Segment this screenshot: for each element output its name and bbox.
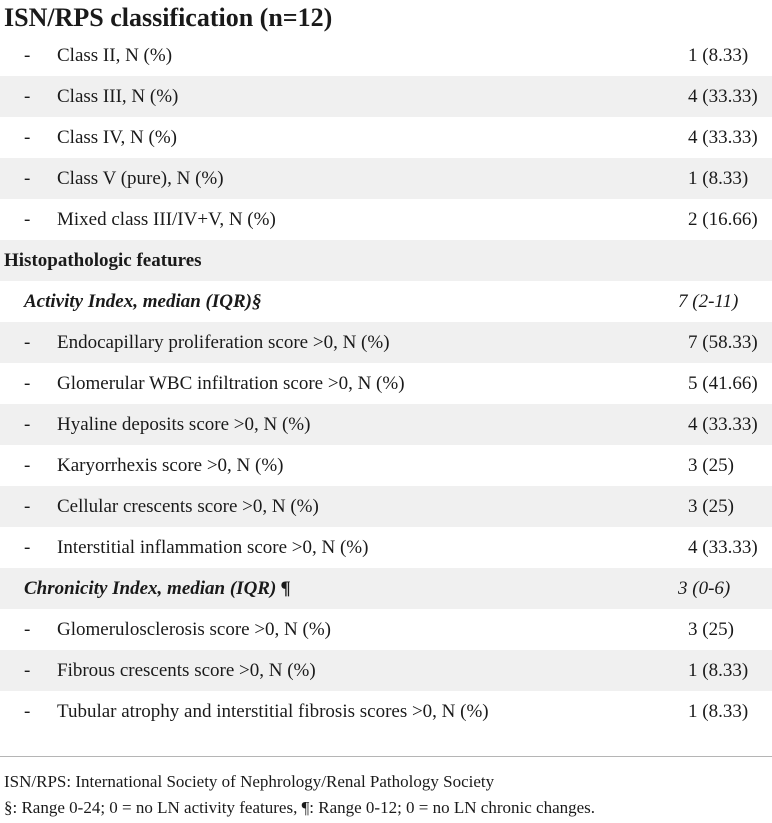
row-value: 4 (33.33) xyxy=(688,127,758,148)
row-value: 1 (8.33) xyxy=(688,45,749,66)
row-dash: - xyxy=(24,701,31,722)
row-label: Interstitial inflammation score >0, N (%) xyxy=(57,537,369,558)
row-label: Hyaline deposits score >0, N (%) xyxy=(57,414,311,435)
row-value: 3 (25) xyxy=(688,496,734,517)
row-value: 7 (58.33) xyxy=(688,332,758,353)
table-row xyxy=(0,650,772,691)
row-value: 3 (25) xyxy=(688,619,734,640)
row-label: Glomerular WBC infiltration score >0, N (%) xyxy=(57,373,405,394)
table-row xyxy=(0,445,772,486)
row-value: 1 (8.33) xyxy=(688,660,749,681)
section-heading-row xyxy=(0,240,772,281)
table-row xyxy=(0,117,772,158)
table-row xyxy=(0,527,772,568)
row-dash: - xyxy=(24,496,31,517)
row-value: 2 (16.66) xyxy=(688,209,758,230)
row-dash: - xyxy=(24,619,31,640)
table-row xyxy=(0,486,772,527)
row-dash: - xyxy=(24,373,31,394)
row-value: 3 (25) xyxy=(688,455,734,476)
chronicity-index-value: 3 (0-6) xyxy=(678,578,731,599)
table-title: ISN/RPS classification (n=12) xyxy=(4,3,333,32)
row-value: 4 (33.33) xyxy=(688,414,758,435)
row-value: 5 (41.66) xyxy=(688,373,758,394)
table-bottom-rule xyxy=(0,756,772,757)
row-value: 1 (8.33) xyxy=(688,168,749,189)
activity-index-value: 7 (2-11) xyxy=(678,291,739,312)
row-value: 4 (33.33) xyxy=(688,537,758,558)
row-label: Fibrous crescents score >0, N (%) xyxy=(57,660,316,681)
row-dash: - xyxy=(24,168,31,189)
histopathologic-heading: Histopathologic features xyxy=(4,250,202,271)
row-label: Mixed class III/IV+V, N (%) xyxy=(57,209,276,230)
footnote-abbreviation: ISN/RPS: International Society of Nephrology/Renal Pathology Society xyxy=(4,772,495,791)
table-row xyxy=(0,199,772,240)
table-row xyxy=(0,322,772,363)
row-label: Class III, N (%) xyxy=(57,86,179,107)
chronicity-index-row xyxy=(0,568,772,609)
row-dash: - xyxy=(24,209,31,230)
table-row xyxy=(0,76,772,117)
row-dash: - xyxy=(24,660,31,681)
row-dash: - xyxy=(24,86,31,107)
row-label: Glomerulosclerosis score >0, N (%) xyxy=(57,619,332,640)
row-value: 1 (8.33) xyxy=(688,701,749,722)
table-row xyxy=(0,404,772,445)
row-dash: - xyxy=(24,414,31,435)
table-row xyxy=(0,691,772,732)
activity-index-label: Activity Index, median (IQR)§ xyxy=(24,291,262,312)
row-label: Class V (pure), N (%) xyxy=(57,168,224,189)
row-dash: - xyxy=(24,332,31,353)
row-label: Tubular atrophy and interstitial fibrosis scores >0, N (%) xyxy=(57,701,489,722)
row-label: Cellular crescents score >0, N (%) xyxy=(57,496,319,517)
activity-index-row xyxy=(0,281,772,322)
row-dash: - xyxy=(24,45,31,66)
chronicity-index-label: Chronicity Index, median (IQR) ¶ xyxy=(24,578,291,599)
footnote-ranges: §: Range 0-24; 0 = no LN activity features, ¶: Range 0-12; 0 = no LN chronic changes. xyxy=(4,798,596,817)
row-value: 4 (33.33) xyxy=(688,86,758,107)
row-label: Endocapillary proliferation score >0, N (%) xyxy=(57,332,390,353)
row-label: Class II, N (%) xyxy=(57,45,173,66)
table-row xyxy=(0,609,772,650)
row-dash: - xyxy=(24,127,31,148)
row-dash: - xyxy=(24,537,31,558)
row-dash: - xyxy=(24,455,31,476)
row-label: Class IV, N (%) xyxy=(57,127,177,148)
table-row xyxy=(0,158,772,199)
table-row xyxy=(0,35,772,76)
row-label: Karyorrhexis score >0, N (%) xyxy=(57,455,284,476)
table-row xyxy=(0,363,772,404)
